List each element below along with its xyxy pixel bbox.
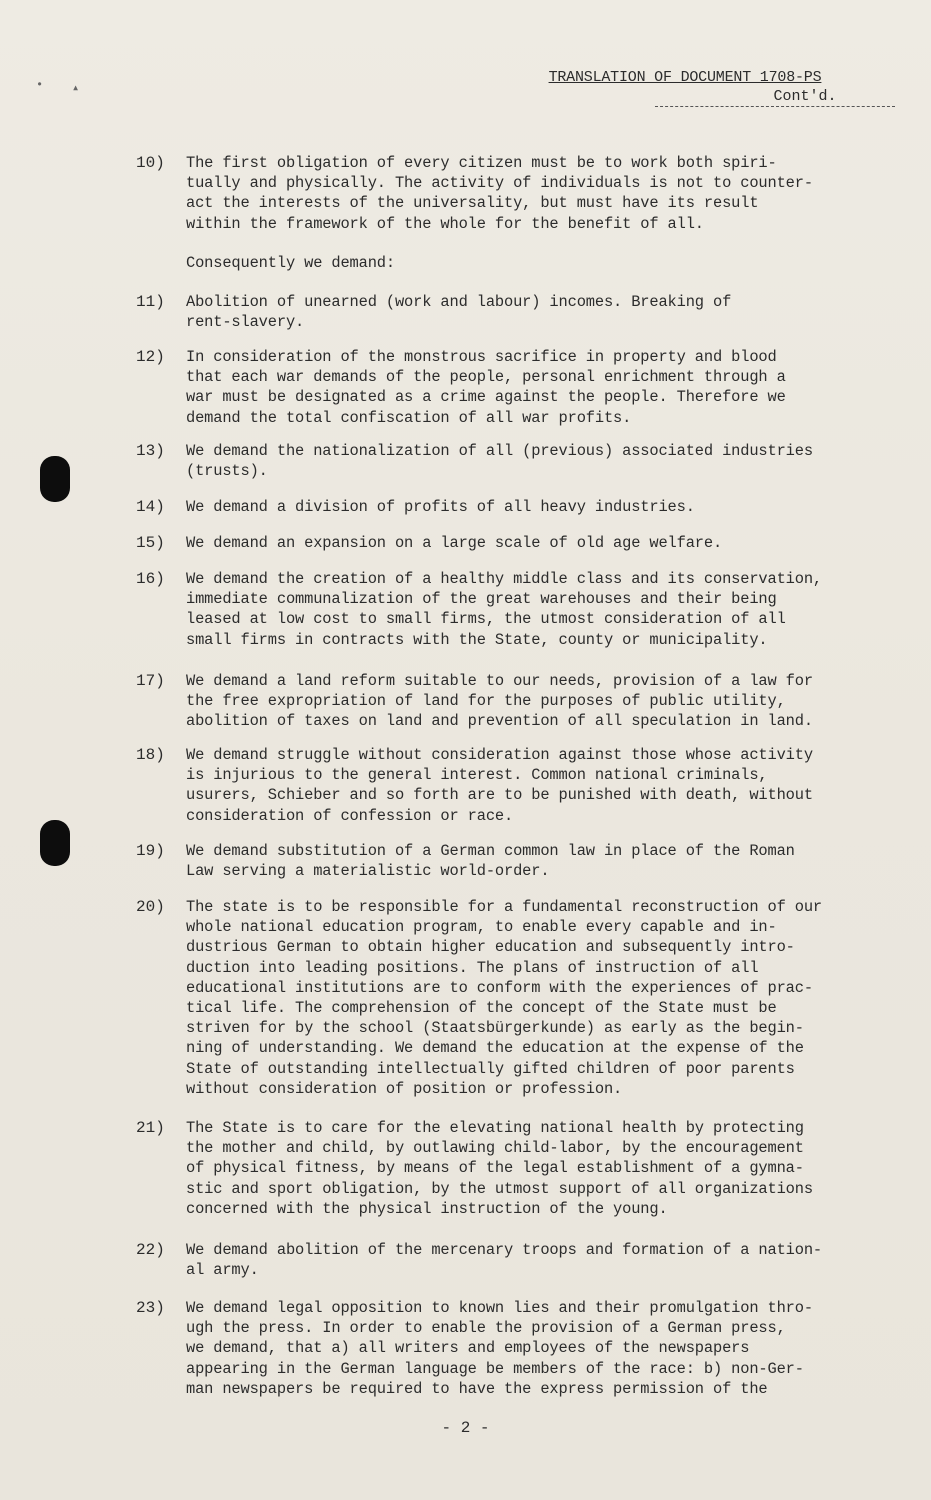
item-number: 14) xyxy=(136,498,165,516)
item-number: 15) xyxy=(136,534,165,552)
item-number: 23) xyxy=(136,1299,165,1317)
item-text: The first obligation of every citizen must be to work both spiri- tually and physically. The activity of individuals is not to counter- act the interests of the universality, but must have its result within the framework of the whole for the benefit of all. xyxy=(186,154,813,233)
item-number: 18) xyxy=(136,746,165,764)
margin-mark: ▴ xyxy=(72,81,80,95)
page-number: - 2 - xyxy=(441,1419,490,1437)
continued-label: Cont'd. xyxy=(655,87,895,107)
item-text: We demand abolition of the mercenary troops and formation of a nation- al army. xyxy=(186,1241,823,1280)
item-text: Abolition of unearned (work and labour) incomes. Breaking of rent-slavery. xyxy=(186,293,732,332)
item-text: We demand substitution of a German common law in place of the Roman Law serving a materialistic world-order. xyxy=(186,842,795,881)
item-text: We demand the creation of a healthy middle class and its conservation, immediate communalization of the great warehouses and their being leased at low cost to small firms, the utmost consideration of all small firms in contracts with the State, county or municipality. xyxy=(186,570,823,649)
item-text: In consideration of the monstrous sacrifice in property and blood that each war demands of the people, personal enrichment through a war must be designated as a crime against the people. Therefore we demand the total confiscation of all war profits. xyxy=(186,348,786,427)
item-text: The state is to be responsible for a fundamental reconstruction of our whole national education program, to enable every capable and in- dustrious German to obtain higher education and subsequently intro- duction into leading positions. The plans of instruction of all educational institutions are to conform with the experiences of prac- tical life. The comprehension of the concept of the State must be striven for by the school (Staatsbürgerkunde) as early as the begin- ning of understanding. We demand the education at the expense of the State of outstanding intellectually gifted children of poor parents without consideration of position or profession. xyxy=(186,898,823,1098)
item-text: We demand struggle without consideration against those whose activity is injurious to the general interest. Common national criminals, usurers, Schieber and so forth are to be punished with death, without consideration of confession or race. xyxy=(186,746,813,825)
item-number: 21) xyxy=(136,1119,165,1137)
margin-mark: • xyxy=(36,78,44,92)
item-number: 10) xyxy=(136,154,165,172)
item-number: 11) xyxy=(136,293,165,311)
item-text: Consequently we demand: xyxy=(186,254,395,272)
item-number: 16) xyxy=(136,570,165,588)
item-number: 19) xyxy=(136,842,165,860)
document-header xyxy=(535,68,835,107)
item-text: We demand an expansion on a large scale of old age welfare. xyxy=(186,534,723,552)
punch-hole xyxy=(40,456,70,502)
item-number: 22) xyxy=(136,1241,165,1259)
item-text: The State is to care for the elevating national health by protecting the mother and child, by outlawing child-labor, by the encouragement of physical fitness, by means of the legal establishment of a gymna- stic and sport obligation, by the utmost support of all organizations concerned with the physical instruction of the young. xyxy=(186,1119,813,1218)
punch-hole xyxy=(40,820,70,866)
item-text: We demand the nationalization of all (previous) associated industries (trusts). xyxy=(186,442,813,481)
item-text: We demand a division of profits of all heavy industries. xyxy=(186,498,695,516)
item-number: 12) xyxy=(136,348,165,366)
item-number: 20) xyxy=(136,898,165,916)
item-text: We demand legal opposition to known lies and their promulgation thro- ugh the press. In order to enable the provision of a German press, we demand, that a) all writers and employees of the newspapers appearing in the German language be members of the race: b) non-Ger- man newspapers be required to have the express permission of the xyxy=(186,1299,813,1398)
item-text: We demand a land reform suitable to our needs, provision of a law for the free expropriation of land for the purposes of public utility, abolition of taxes on land and prevention of all speculation in land. xyxy=(186,672,813,731)
item-number: 13) xyxy=(136,442,165,460)
item-number: 17) xyxy=(136,672,165,690)
document-reference: TRANSLATION OF DOCUMENT 1708-PS xyxy=(548,69,822,86)
